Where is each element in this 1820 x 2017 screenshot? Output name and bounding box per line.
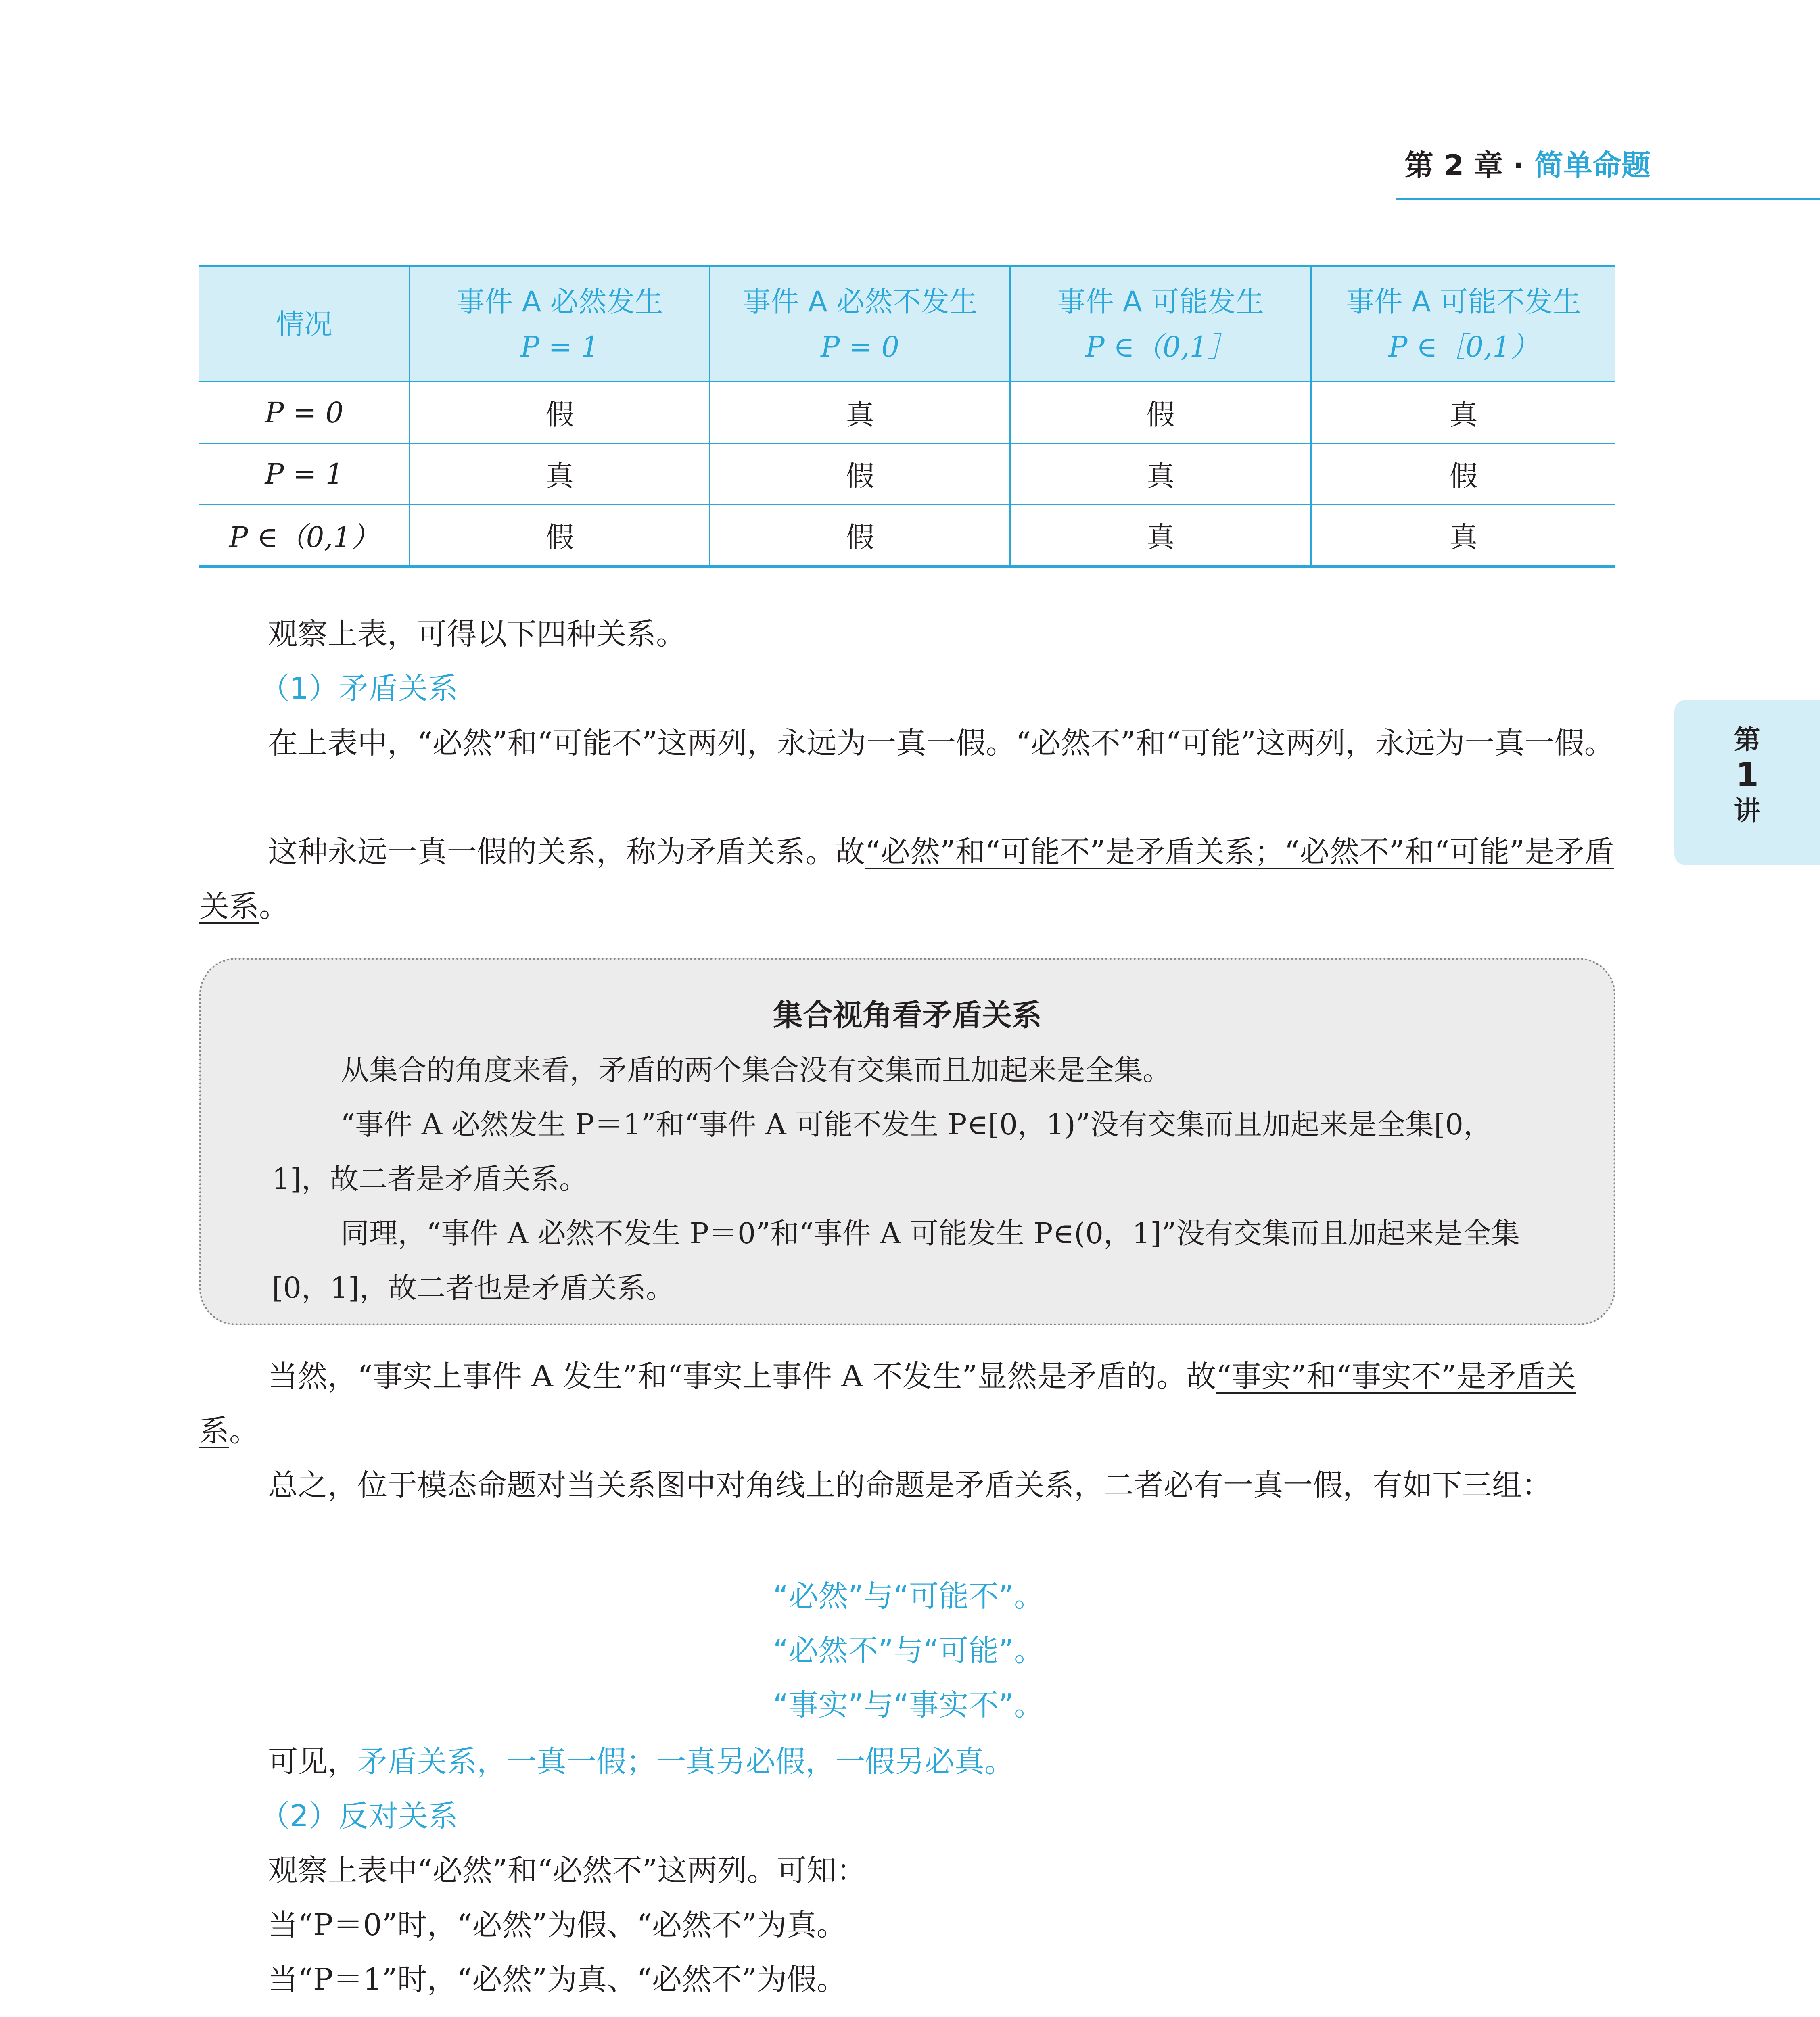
table-cell: 假 xyxy=(1010,382,1311,443)
lecture-side-tab xyxy=(1674,700,1820,865)
table-row xyxy=(199,505,1615,567)
paragraph: 在上表中，“必然”和“可能不”这两列，永远为一真一假。“必然不”和“可能”这两列，永远为一真一假。 xyxy=(268,726,1614,760)
table-row xyxy=(199,443,1615,505)
underlined-conclusion: “必然”和“可能不”是矛盾关系；“必然不”和“可能”是矛盾关系 xyxy=(199,835,1614,924)
table-cell: 假 xyxy=(710,505,1010,567)
header-cell: 事件 A 必然发生 P = 1 xyxy=(410,266,710,382)
header-cell: 事件 A 可能不发生 P ∈［0,1） xyxy=(1311,266,1615,382)
paragraph: 当“P＝0”时，“必然”为假、“必然不”为真。 xyxy=(268,1908,846,1942)
truth-table xyxy=(199,265,1615,568)
chapter-title: 简单命题 xyxy=(1534,148,1651,182)
header-separator: · xyxy=(1503,148,1534,182)
table-cell: 假 xyxy=(1311,443,1615,505)
section-heading-contradiction: （1）矛盾关系 xyxy=(260,671,458,706)
contradiction-pair: “必然”与“可能不”。 xyxy=(773,1579,1044,1614)
table-cell: 真 xyxy=(1010,505,1311,567)
side-tab-line2: 1 xyxy=(1735,756,1759,794)
paragraph: 观察上表，可得以下四种关系。 xyxy=(268,617,686,651)
header-cell: 事件 A 必然不发生 P = 0 xyxy=(710,266,1010,382)
underlined-conclusion: “事实”和“事实不”是矛盾关系 xyxy=(199,1359,1576,1448)
box-paragraph: 同理，“事件 A 必然不发生 P＝0”和“事件 A 可能发生 P∈(0，1]”没有交集而且加起来是全集[0，1]，故二者也是矛盾关系。 xyxy=(272,1217,1520,1305)
contradiction-pair: “事实”与“事实不”。 xyxy=(773,1688,1044,1723)
table-row xyxy=(199,382,1615,443)
side-tab-line3: 讲 xyxy=(1734,795,1761,826)
table-header-row xyxy=(199,266,1615,382)
table-cell: 真 xyxy=(1010,443,1311,505)
header-cell: 情况 xyxy=(199,266,410,382)
summary-highlight: 矛盾关系，一真一假；一真另必假，一假另必真。 xyxy=(357,1744,1014,1779)
paragraph: 当“P＝1”时，“必然”为真、“必然不”为假。 xyxy=(268,1962,846,1997)
table-cell: P = 1 xyxy=(199,443,410,505)
table-cell: 真 xyxy=(710,382,1010,443)
section-heading-contrariety: （2）反对关系 xyxy=(260,1799,458,1833)
paragraph: 观察上表中“必然”和“必然不”这两列。可知： xyxy=(268,1853,867,1888)
set-perspective-box xyxy=(199,958,1615,1325)
table-cell: 假 xyxy=(410,382,710,443)
table-cell: 真 xyxy=(1311,382,1615,443)
paragraph: 总之，位于模态命题对当关系图中对角线上的命题是矛盾关系，二者必有一真一假，有如下三组： xyxy=(268,1468,1552,1503)
table-cell: P = 0 xyxy=(199,382,410,443)
table-cell: 真 xyxy=(1311,505,1615,567)
header-rule xyxy=(1396,198,1820,200)
summary-line: 可见，矛盾关系，一真一假；一真另必假，一假另必真。 xyxy=(268,1744,1014,1779)
box-paragraph: “事件 A 必然发生 P＝1”和“事件 A 可能不发生 P∈[0，1)”没有交集而且加起来是全集[0，1]，故二者是矛盾关系。 xyxy=(272,1108,1492,1196)
paragraph: 当然，“事实上事件 A 发生”和“事实上事件 A 不发生”显然是矛盾的。故“事实”和“事实不”是矛盾关系。 xyxy=(199,1359,1576,1448)
side-tab-line1: 第 xyxy=(1734,724,1761,755)
chapter-header xyxy=(1404,142,1651,184)
header-cell: 事件 A 可能发生 P ∈（0,1］ xyxy=(1010,266,1311,382)
contradiction-pair: “必然不”与“可能”。 xyxy=(773,1633,1044,1668)
chapter-number: 第 2 章 xyxy=(1404,148,1503,182)
table-cell: P ∈（0,1） xyxy=(199,505,410,567)
box-title: 集合视角看矛盾关系 xyxy=(773,998,1042,1033)
paragraph xyxy=(268,2007,881,2017)
paragraph: 这种永远一真一假的关系，称为矛盾关系。故“必然”和“可能不”是矛盾关系；“必然不”和“可能”是矛盾关系。 xyxy=(199,835,1614,924)
box-paragraph: 从集合的角度来看，矛盾的两个集合没有交集而且加起来是全集。 xyxy=(341,1053,1172,1087)
table-cell: 假 xyxy=(410,505,710,567)
table-cell: 真 xyxy=(410,443,710,505)
table-cell: 假 xyxy=(710,443,1010,505)
